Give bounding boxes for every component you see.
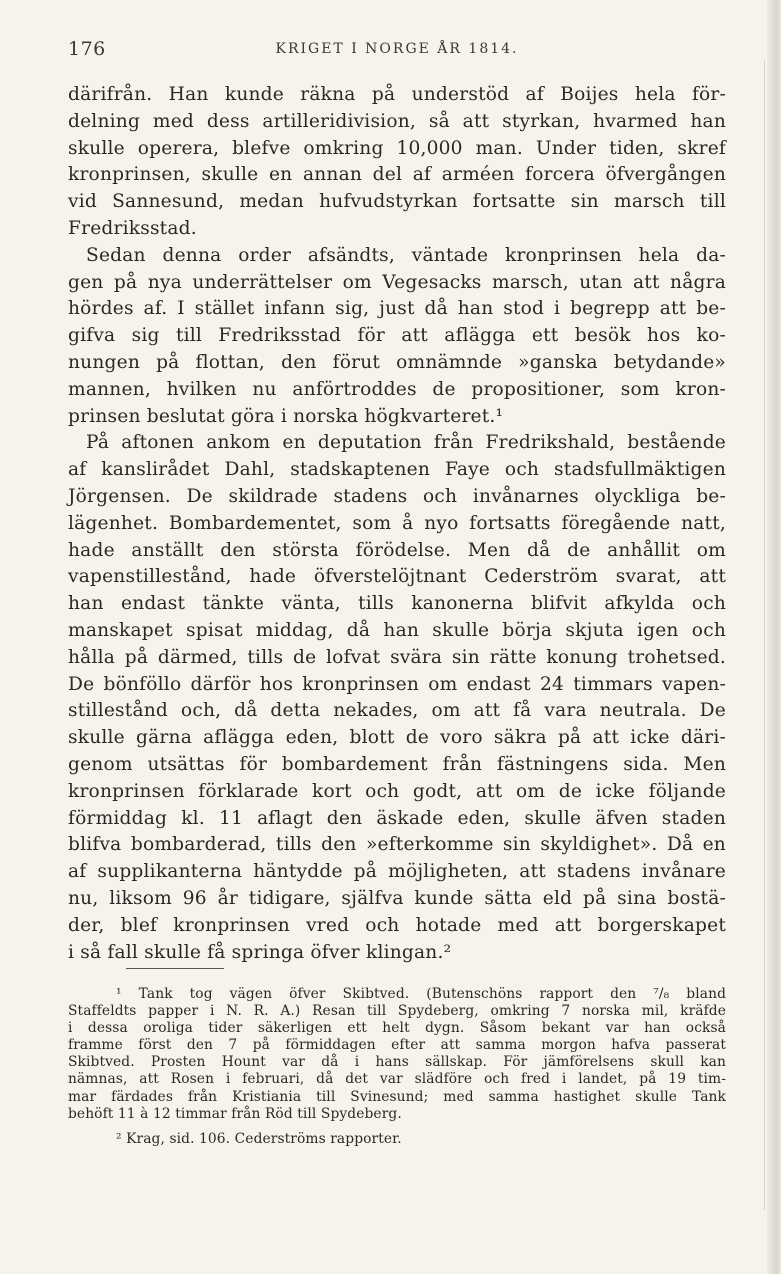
text-line: Jörgensen. De skildrade stadens och invånarnes olyckliga be- [68,485,726,507]
text-line: genom utsättas för bombardement från fästningens sida. Men [68,753,726,775]
text-line: der, blef kronprinsen vred och hotade med att borgerskapet [68,914,726,936]
text-line: hålla på därmed, tills de lofvat svära sin rätte konung trohetsed. [68,646,726,668]
text-line: skulle gärna aflägga eden, blott de voro säkra på att icke däri- [68,727,726,749]
text-line: De bönföllo därför hos kronprinsen om endast 24 timmars vapen- [68,673,726,695]
footnote-line: Staffeldts papper i N. R. A.) Resan till Spydeberg, omkring 7 norska mil, kräfde [68,1003,726,1020]
text-line: skulle operera, blefve omkring 10,000 man. Under tiden, skref [68,137,726,159]
footnote-line: mar färdades från Kristiania till Svinesund; med samma hastighet skulle Tank [68,1088,726,1105]
text-line: af kanslirådet Dahl, stadskaptenen Faye och stadsfullmäktigen [68,459,726,481]
running-title: KRIGET I NORGE ÅR 1814. [275,41,519,57]
text-line: förmiddag kl. 11 aflagt den äskade eden, skulle äfven staden [68,807,726,829]
text-line: På aftonen ankom en deputation från Fredrikshald, bestående [86,432,726,454]
text-line: gifva sig till Fredriksstad för att aflägga ett besök hos ko- [68,325,726,347]
text-line: manskapet spisat middag, då han skulle börja skjuta igen och [68,619,726,641]
text-line: nu, liksom 96 år tidigare, själfva kunde sätta eld på sina bostä- [68,887,726,909]
text-line: delning med dess artilleridivision, så att styrkan, hvarmed han [68,110,726,132]
footnote-line: i dessa oroliga tider säkerligen ett helt dygn. Såsom bekant var han också [68,1020,726,1037]
text-line: därifrån. Han kunde räkna på understöd af Boijes hela för- [68,84,726,105]
text-line: kronprinsen, skulle en annan del af arméen forcera öfvergången [68,164,726,186]
page-edge-shadow [767,0,781,1274]
footnote-line: Skibtved. Prosten Hount var då i hans sällskap. För jämförelsens skull kan [68,1054,726,1071]
text-line: prinsen beslutat göra i norska högkvarteret.¹ [68,405,504,427]
footnote-line: behöft 11 à 12 timmar från Röd till Spydeberg. [68,1105,402,1122]
text-line: vid Sannesund, medan hufvudstyrkan fortsatte sin marsch till [68,191,726,213]
footnote-line: nämnas, att Rosen i februari, då det var slädföre och fred i landet, på 19 tim- [68,1071,726,1088]
text-line: hördes af. I stället infann sig, just då han stod i begrepp att be- [68,298,726,320]
text-line: gen på nya underrättelser om Vegesacks marsch, utan att några [68,271,726,293]
page-header [68,38,726,64]
text-line: Fredriksstad. [68,217,197,239]
footnote-divider [126,968,224,969]
text-line: vapenstillestånd, hade öfverstelöjtnant Cederström svarat, att [68,566,726,588]
text-line: lägenhet. Bombardementet, som å nyo fortsatts föregående natt, [68,512,726,534]
text-line: i så fall skulle få springa öfver klingan.² [68,941,452,963]
text-line: af supplikanterna häntydde på möjligheten, att stadens invånare [68,861,726,883]
footnote-line: ¹ Tank tog vägen öfver Skibtved. (Butenschöns rapport den ⁷/₈ bland [116,986,726,1002]
text-line: nungen på flottan, den förut omnämnde »ganska betydande» [68,351,726,373]
text-line: blifva bombarderad, tills den »efterkomme sin skyldighet». Då en [68,834,726,856]
footnote-line: ² Krag, sid. 106. Cederströms rapporter. [116,1130,402,1147]
text-line: Sedan denna order afsändts, väntade kronprinsen hela da- [86,244,726,266]
text-line: hade anställt den största förödelse. Men då de anhållit om [68,539,726,561]
footnotes [68,986,726,1148]
page-gutter-line [764,60,765,1210]
text-line: kronprinsen förklarade kort och godt, att om de icke följande [68,780,726,802]
text-line: stillestånd och, då detta nekades, om att få vara neutrala. De [68,700,726,722]
page-number: 176 [68,38,106,60]
text-line: han endast tänkte vänta, tills kanonerna blifvit afkylda och [68,593,726,615]
footnote-line: framme först den 7 på förmiddagen efter att samma morgon hafva passerat [68,1037,726,1054]
text-line: mannen, hvilken nu anförtroddes de propositioner, som kron- [68,378,726,400]
body-text [68,82,726,966]
